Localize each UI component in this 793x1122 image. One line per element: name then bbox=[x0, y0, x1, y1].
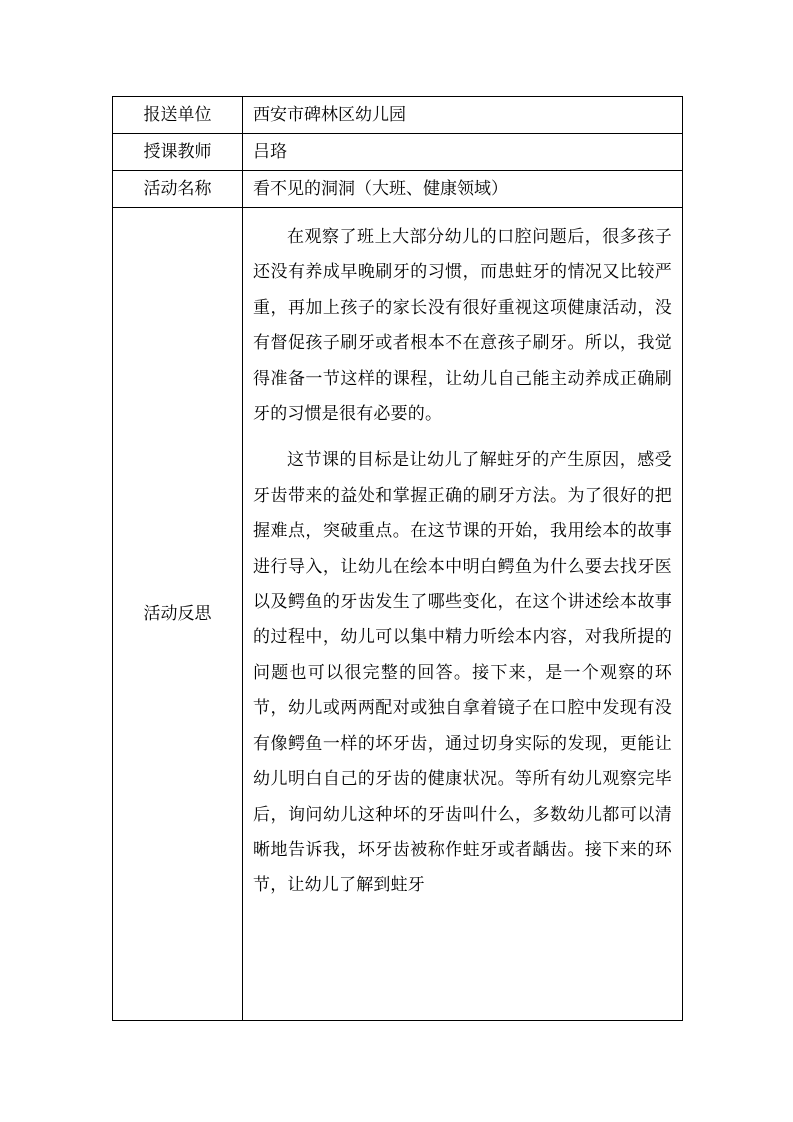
teacher-value: 吕珞 bbox=[243, 134, 683, 171]
row-unit bbox=[113, 97, 683, 134]
reflection-paragraph-1: 在观察了班上大部分幼儿的口腔问题后，很多孩子还没有养成早晚刷牙的习惯，而患蛀牙的情况又比较严重，再加上孩子的家长没有很好重视这项健康活动，没有督促孩子刷牙或者根本不在意孩子刷牙。所以，我觉得准备一节这样的课程，让幼儿自己能主动养成正确刷牙的习惯是很有必要的。 bbox=[253, 227, 672, 425]
reflection-paragraph-2: 这节课的目标是让幼儿了解蛀牙的产生原因，感受牙齿带来的益处和掌握正确的刷牙方法。为了很好的把握难点，突破重点。在这节课的开始，我用绘本的故事进行导入，让幼儿在绘本中明白鳄鱼为什么要去找牙医以及鳄鱼的牙齿发生了哪些变化，在这个讲述绘本故事的过程中，幼儿可以集中精力听绘本内容，对我所提的问题也可以很完整的回答。接下来，是一个观察的环节，幼儿或两两配对或独自拿着镜子在口腔中发现有没有像鳄鱼一样的坏牙齿，通过切身实际的发现，更能让幼儿明白自己的牙齿的健康状况。等所有幼儿观察完毕后，询问幼儿这种坏的牙齿叫什么，多数幼儿都可以清晰地告诉我，坏牙齿被称作蛀牙或者龋齿。接下来的环节，让幼儿了解到蛀牙 bbox=[253, 450, 672, 896]
row-teacher bbox=[113, 134, 683, 171]
reflection-text bbox=[243, 208, 682, 1020]
activity-value: 看不见的洞洞（大班、健康领域） bbox=[243, 171, 683, 208]
unit-value: 西安市碑林区幼儿园 bbox=[243, 97, 683, 134]
report-form-table bbox=[112, 96, 683, 1021]
reflection-label: 活动反思 bbox=[113, 208, 243, 1021]
teacher-label: 授课教师 bbox=[113, 134, 243, 171]
row-activity bbox=[113, 171, 683, 208]
activity-label: 活动名称 bbox=[113, 171, 243, 208]
row-reflection bbox=[113, 208, 683, 1021]
unit-label: 报送单位 bbox=[113, 97, 243, 134]
reflection-cell bbox=[243, 208, 683, 1021]
